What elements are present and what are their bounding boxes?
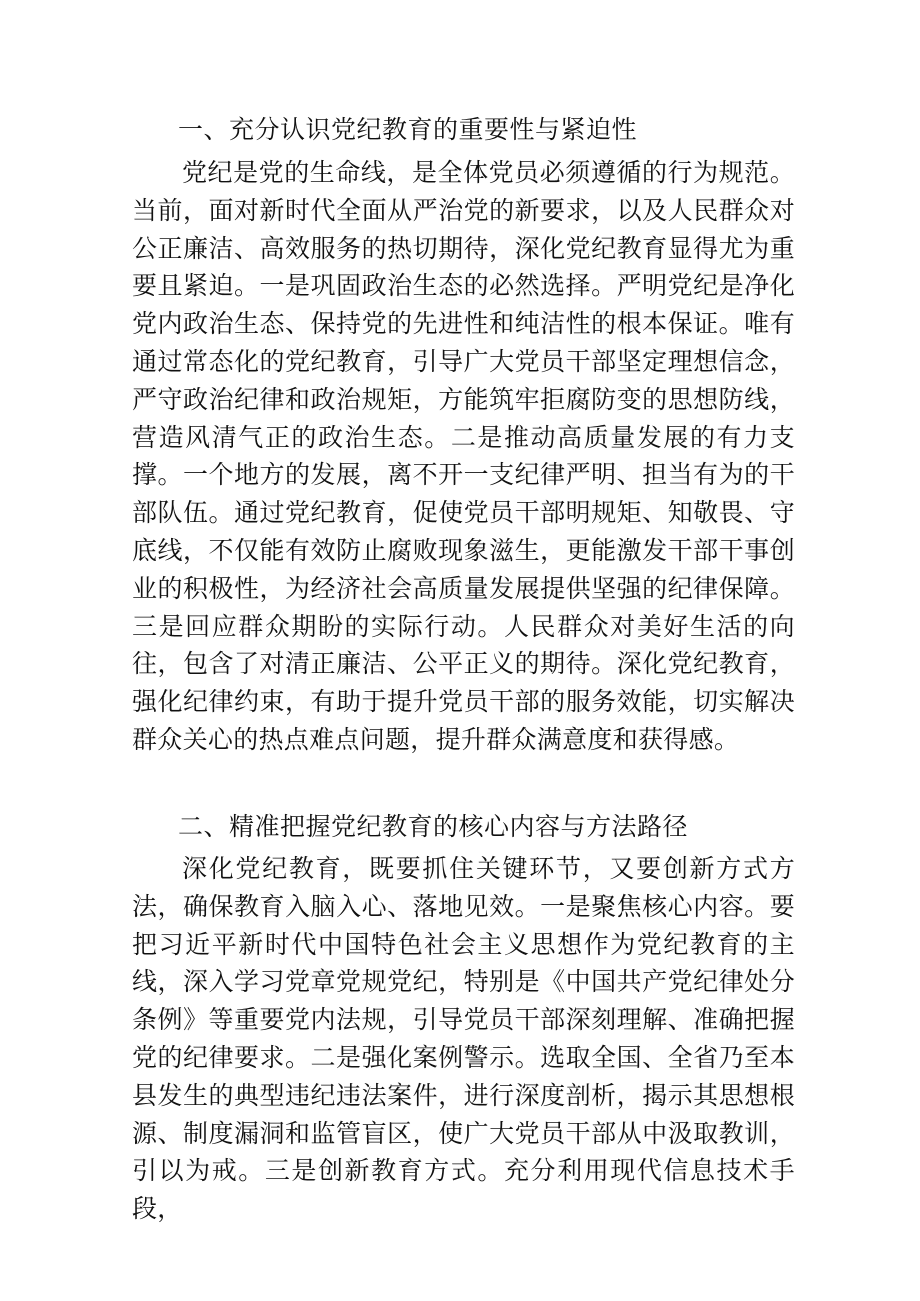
section-paragraph-1: 党纪是党的生命线，是全体党员必须遵循的行为规范。当前，面对新时代全面从严治党的新要求，以及人民群众对公正廉洁、高效服务的热切期待，深化党纪教育显得尤为重要且紧迫。一是巩固政治生态的必然选择。严明党纪是净化党内政治生态、保持党的先进性和纯洁性的根本保证。唯有通过常态化的党纪教育，引导广大党员干部坚定理想信念，严守政治纪律和政治规矩，方能筑牢拒腐防变的思想防线，营造风清气正的政治生态。二是推动高质量发展的有力支撑。一个地方的发展，离不开一支纪律严明、担当有为的干部队伍。通过党纪教育，促使党员干部明规矩、知敬畏、守底线，不仅能有效防止腐败现象滋生，更能激发干部干事创业的积极性，为经济社会高质量发展提供坚强的纪律保障。三是回应群众期盼的实际行动。人民群众对美好生活的向往，包含了对清正廉洁、公平正义的期待。深化党纪教育，强化纪律约束，有助于提升党员干部的服务效能，切实解决群众关心的热点难点问题，提升群众满意度和获得感。 bbox=[132, 158, 795, 754]
section-heading-1: 一、充分认识党纪教育的重要性与紧迫性 bbox=[178, 115, 638, 144]
section-paragraph-2: 深化党纪教育，既要抓住关键环节，又要创新方式方法，确保教育入脑入心、落地见效。一是聚焦核心内容。要把习近平新时代中国特色社会主义思想作为党纪教育的主线，深入学习党章党规党纪，特别是《中国共产党纪律处分条例》等重要党内法规，引导党员干部深刻理解、准确把握党的纪律要求。二是强化案例警示。选取全国、全省乃至本县发生的典型违纪违法案件，进行深度剖析，揭示其思想根源、制度漏洞和监管盲区，使广大党员干部从中汲取教训，引以为戒。三是创新教育方式。充分利用现代信息技术手段， bbox=[132, 854, 795, 1224]
section-heading-2: 二、精准把握党纪教育的核心内容与方法路径 bbox=[178, 812, 689, 841]
